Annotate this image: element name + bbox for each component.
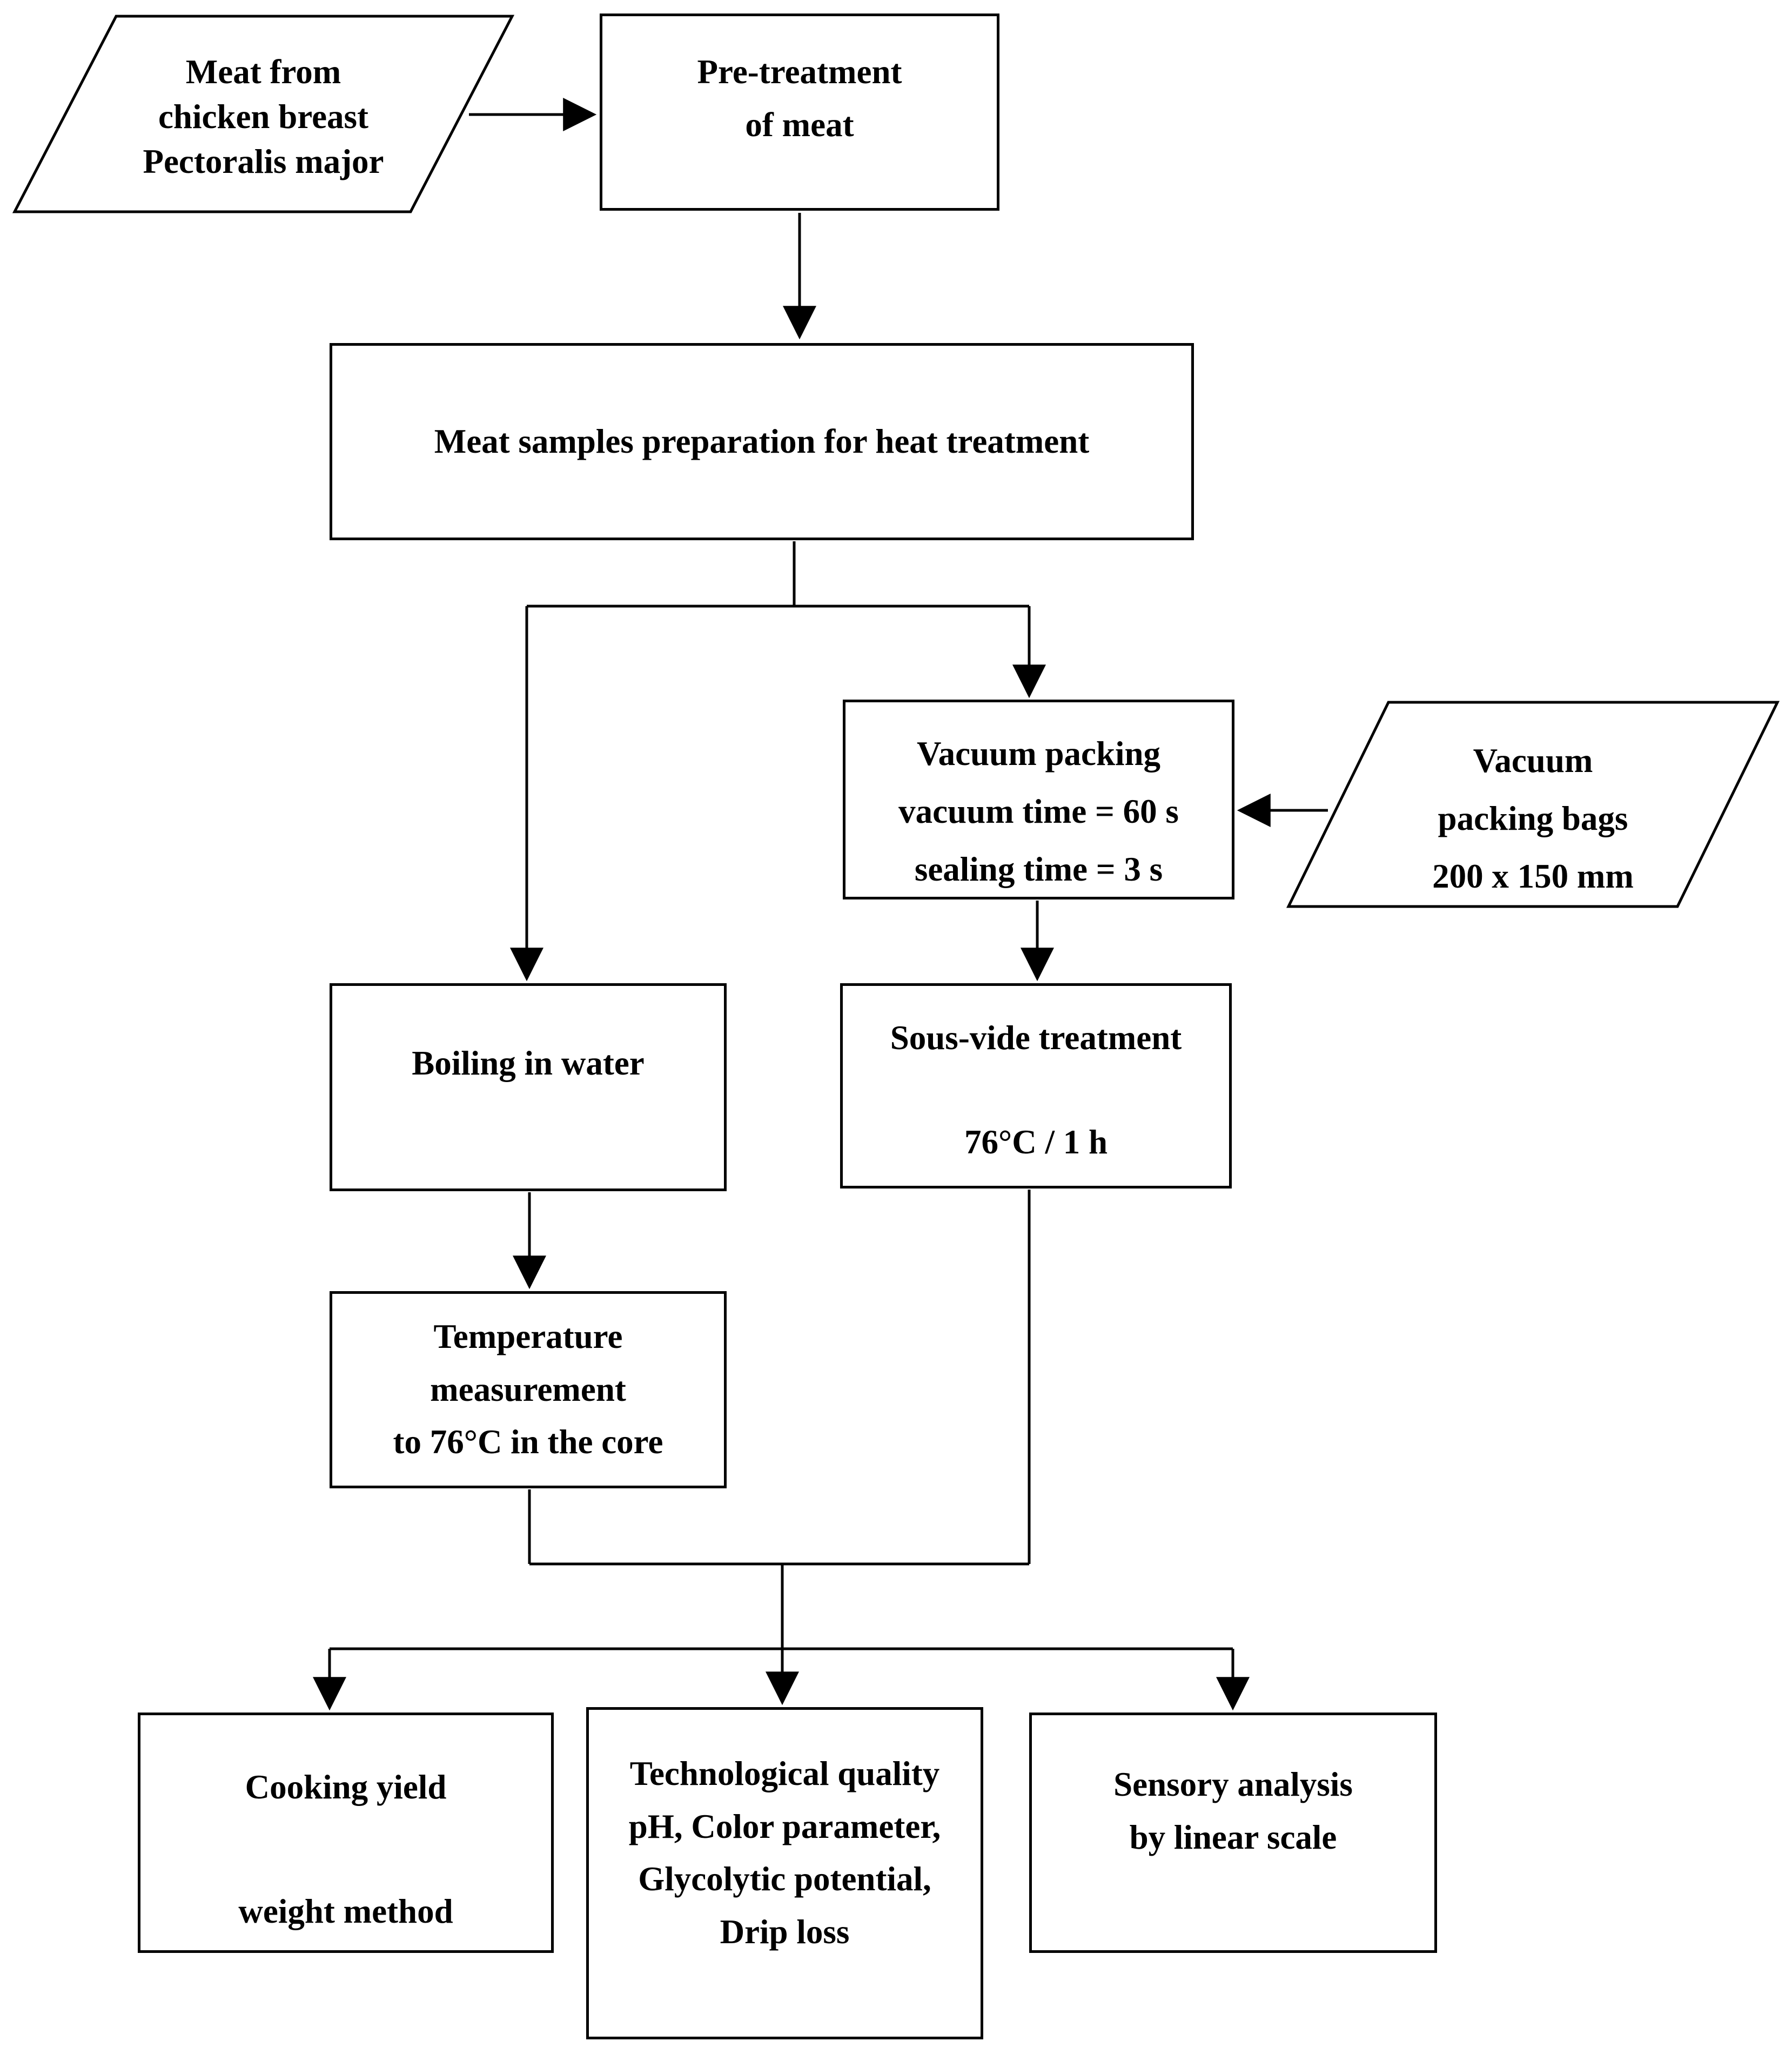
- node-sous-vide: [840, 983, 1232, 1188]
- node-pretreatment: [600, 14, 999, 211]
- node-label-line: by linear scale: [1129, 1818, 1337, 1856]
- node-label-line: chicken breast: [158, 98, 369, 136]
- node-label-line: measurement: [430, 1370, 626, 1408]
- node-vacuum-bags: [1288, 702, 1777, 907]
- node-label-line: Cooking yield: [245, 1768, 447, 1806]
- node-sensory-analysis: [1029, 1713, 1437, 1953]
- node-label-line: packing bags: [1438, 800, 1628, 838]
- node-label-line: Sensory analysis: [1113, 1765, 1353, 1803]
- node-label-line: Pectoralis major: [143, 143, 384, 181]
- node-label-line: Meat from: [185, 53, 341, 91]
- node-label-line: to 76°C in the core: [393, 1423, 663, 1461]
- node-boiling-in-water: [330, 983, 727, 1191]
- node-cooking-yield: [138, 1713, 554, 1953]
- node-label-line: Temperature: [433, 1318, 623, 1356]
- node-label-line: Sous-vide treatment: [890, 1019, 1182, 1057]
- node-meat-input: [15, 16, 512, 212]
- node-label-line: Glycolytic potential,: [638, 1860, 931, 1898]
- node-label-line: of meat: [745, 105, 854, 144]
- node-technological-quality: [586, 1707, 983, 2039]
- node-label-line: pH, Color parameter,: [628, 1807, 941, 1845]
- node-label-line: Boiling in water: [412, 1044, 645, 1082]
- node-label-line: Pre-treatment: [697, 53, 902, 91]
- node-label-line: sealing time = 3 s: [914, 850, 1163, 889]
- node-label-line: vacuum time = 60 s: [898, 793, 1179, 831]
- node-vacuum-packing: [843, 700, 1234, 899]
- node-label-line: 200 x 150 mm: [1432, 857, 1634, 896]
- node-temperature-measurement: [330, 1291, 727, 1488]
- node-label-line: 76°C / 1 h: [964, 1123, 1108, 1161]
- node-preparation: [330, 343, 1194, 540]
- node-label-line: Technological quality: [629, 1755, 940, 1792]
- node-label-line: Drip loss: [720, 1912, 850, 1951]
- node-label-line: Vacuum: [1473, 742, 1593, 780]
- node-label-line: weight method: [238, 1892, 453, 1930]
- node-label-line: Meat samples preparation for heat treatment: [434, 422, 1090, 460]
- node-label-line: Vacuum packing: [916, 735, 1161, 773]
